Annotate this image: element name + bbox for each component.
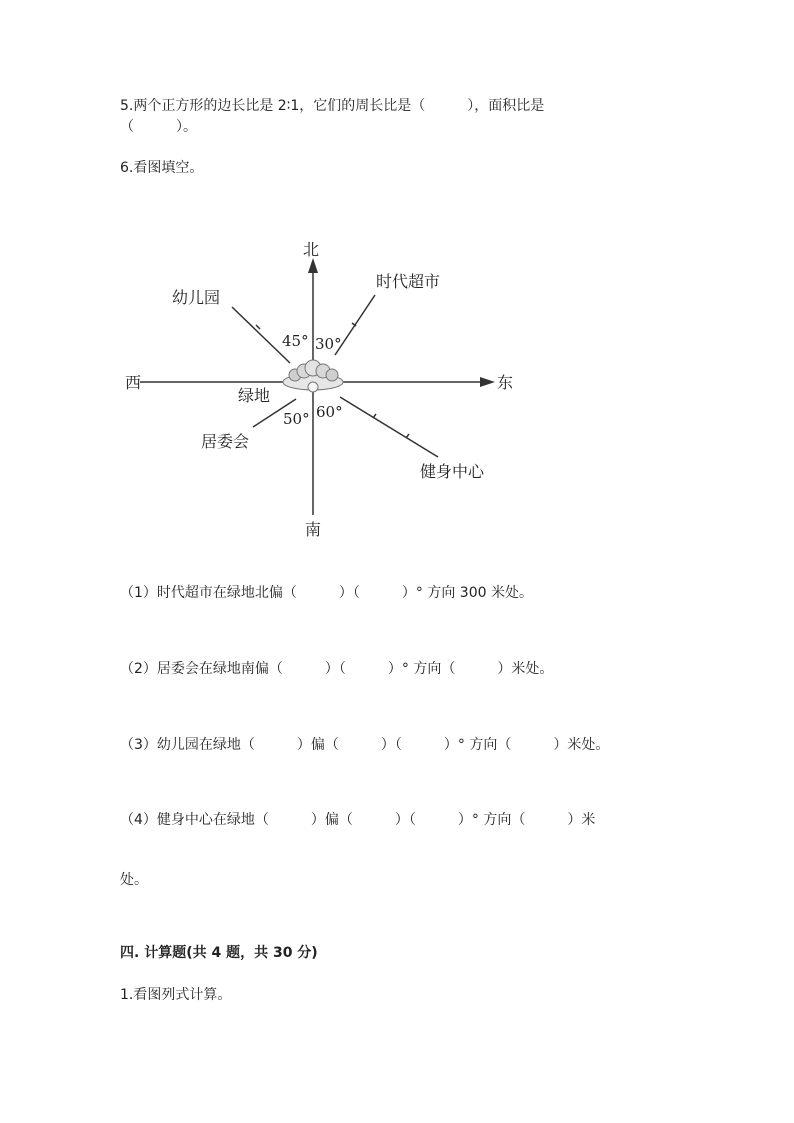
committee-label: 居委会 <box>201 432 250 451</box>
subquestion-4: （4）健身中心在绿地（ ）偏（ ）（ ）° 方向（ ）米 <box>120 812 596 828</box>
tick-mark <box>256 325 260 329</box>
tick-mark <box>406 434 409 438</box>
gym-angle-label: 60° <box>316 403 343 421</box>
committee-angle-label: 50° <box>283 410 310 428</box>
kindergarten-angle-label: 45° <box>282 332 309 350</box>
gym-label: 健身中心 <box>420 462 485 481</box>
section-4-question-1: 1.看图列式计算。 <box>120 987 232 1003</box>
subquestion-1: （1）时代超市在绿地北偏（ ）（ ）° 方向 300 米处。 <box>120 585 533 601</box>
west-label: 西 <box>125 373 142 392</box>
question-5-line-2: （ ）。 <box>120 119 197 135</box>
subquestion-3: （3）幼儿园在绿地（ ）偏（ ）（ ）° 方向（ ）米处。 <box>120 737 610 753</box>
east-label: 东 <box>497 373 514 392</box>
gym-ray <box>340 397 438 457</box>
question-5-line-1: 5.两个正方形的边长比是 2∶1，它们的周长比是（ ），面积比是 <box>120 98 545 114</box>
north-label: 北 <box>303 240 320 259</box>
north-arrowhead <box>308 258 318 273</box>
center-label: 绿地 <box>238 386 271 405</box>
kindergarten-label: 幼儿园 <box>172 288 221 307</box>
supermarket-angle-label: 30° <box>315 335 342 353</box>
subquestion-2: （2）居委会在绿地南偏（ ）（ ）° 方向（ ）米处。 <box>120 661 554 677</box>
east-arrowhead <box>480 377 495 387</box>
question-6: 6.看图填空。 <box>120 160 204 176</box>
subquestion-4-continued: 处。 <box>120 872 148 888</box>
south-label: 南 <box>305 520 322 539</box>
direction-diagram <box>110 225 530 545</box>
section-4-title: 四. 计算题(共 4 题，共 30 分) <box>120 945 318 961</box>
supermarket-label: 时代超市 <box>376 272 441 291</box>
green-area-icon <box>283 360 343 392</box>
